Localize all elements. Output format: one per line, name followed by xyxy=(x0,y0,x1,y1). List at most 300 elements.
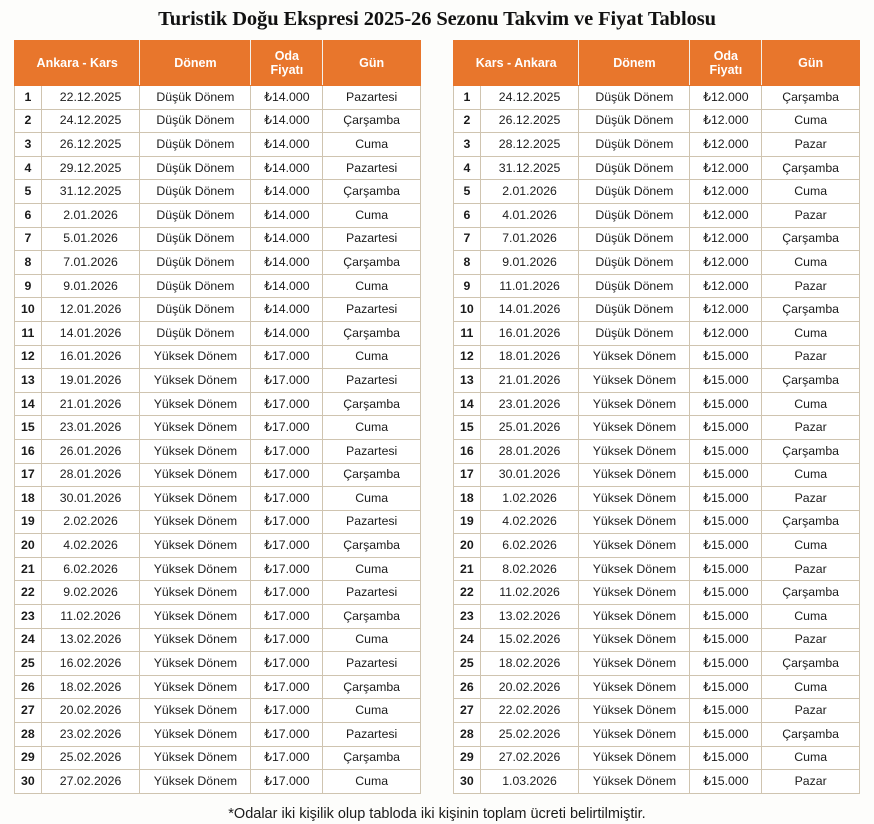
cell-row-number: 10 xyxy=(15,298,42,322)
cell-date: 14.01.2026 xyxy=(41,321,140,345)
cell-day: Pazar xyxy=(762,345,860,369)
cell-day: Çarşamba xyxy=(323,180,421,204)
table-row xyxy=(15,746,421,770)
calendar-table-ankara-kars xyxy=(14,40,421,794)
cell-row-number: 19 xyxy=(454,510,481,534)
cell-row-number: 6 xyxy=(454,203,481,227)
table-row xyxy=(454,463,860,487)
column-header-price-line1: Oda xyxy=(713,49,739,63)
cell-row-number: 13 xyxy=(454,369,481,393)
cell-row-number: 22 xyxy=(15,581,42,605)
cell-price: ₺14.000 xyxy=(251,227,323,251)
cell-row-number: 18 xyxy=(454,487,481,511)
calendar-table-kars-ankara xyxy=(453,40,860,794)
cell-date: 24.12.2025 xyxy=(480,86,579,110)
cell-date: 23.01.2026 xyxy=(480,392,579,416)
footnote: *Odalar iki kişilik olup tabloda iki kişinin toplam ücreti belirtilmiştir. xyxy=(228,805,646,822)
table-row xyxy=(454,628,860,652)
cell-period: Düşük Dönem xyxy=(579,109,690,133)
table-row xyxy=(15,416,421,440)
table-header-kars-ankara xyxy=(454,41,860,86)
cell-row-number: 15 xyxy=(454,416,481,440)
cell-period: Düşük Dönem xyxy=(140,203,251,227)
cell-price: ₺17.000 xyxy=(251,723,323,747)
cell-period: Yüksek Dönem xyxy=(140,699,251,723)
cell-day: Pazar xyxy=(762,770,860,794)
cell-date: 7.01.2026 xyxy=(480,227,579,251)
cell-row-number: 2 xyxy=(15,109,42,133)
cell-date: 29.12.2025 xyxy=(41,156,140,180)
cell-price: ₺17.000 xyxy=(251,675,323,699)
cell-date: 18.02.2026 xyxy=(480,652,579,676)
cell-row-number: 30 xyxy=(15,770,42,794)
cell-row-number: 22 xyxy=(454,581,481,605)
cell-date: 16.02.2026 xyxy=(41,652,140,676)
cell-period: Yüksek Dönem xyxy=(140,557,251,581)
table-row xyxy=(454,109,860,133)
table-row xyxy=(454,345,860,369)
table-row xyxy=(454,652,860,676)
cell-day: Çarşamba xyxy=(323,392,421,416)
cell-row-number: 20 xyxy=(15,534,42,558)
table-row xyxy=(454,133,860,157)
cell-date: 21.01.2026 xyxy=(480,369,579,393)
cell-row-number: 20 xyxy=(454,534,481,558)
cell-day: Cuma xyxy=(323,487,421,511)
cell-period: Yüksek Dönem xyxy=(579,392,690,416)
cell-date: 26.12.2025 xyxy=(41,133,140,157)
cell-price: ₺15.000 xyxy=(690,392,762,416)
cell-date: 11.01.2026 xyxy=(480,274,579,298)
cell-row-number: 9 xyxy=(454,274,481,298)
cell-date: 20.02.2026 xyxy=(480,675,579,699)
cell-day: Cuma xyxy=(762,463,860,487)
cell-period: Düşük Dönem xyxy=(579,86,690,110)
cell-date: 25.01.2026 xyxy=(480,416,579,440)
cell-day: Çarşamba xyxy=(323,675,421,699)
cell-row-number: 4 xyxy=(454,156,481,180)
cell-period: Yüksek Dönem xyxy=(140,723,251,747)
table-row xyxy=(454,699,860,723)
cell-price: ₺12.000 xyxy=(690,251,762,275)
cell-row-number: 17 xyxy=(15,463,42,487)
cell-day: Cuma xyxy=(762,605,860,629)
table-row xyxy=(15,298,421,322)
cell-period: Yüksek Dönem xyxy=(579,487,690,511)
cell-row-number: 12 xyxy=(15,345,42,369)
table-row xyxy=(15,652,421,676)
cell-price: ₺14.000 xyxy=(251,321,323,345)
cell-date: 9.01.2026 xyxy=(41,274,140,298)
cell-row-number: 15 xyxy=(15,416,42,440)
cell-period: Düşük Dönem xyxy=(579,298,690,322)
table-row xyxy=(454,274,860,298)
cell-price: ₺17.000 xyxy=(251,534,323,558)
cell-day: Çarşamba xyxy=(762,369,860,393)
table-header-ankara-kars xyxy=(15,41,421,86)
cell-date: 15.02.2026 xyxy=(480,628,579,652)
cell-date: 11.02.2026 xyxy=(41,605,140,629)
cell-row-number: 8 xyxy=(454,251,481,275)
column-header-price-line1: Oda xyxy=(274,49,300,63)
column-header-period: Dönem xyxy=(140,41,251,86)
cell-period: Yüksek Dönem xyxy=(140,628,251,652)
cell-row-number: 4 xyxy=(15,156,42,180)
table-row xyxy=(454,180,860,204)
cell-price: ₺15.000 xyxy=(690,746,762,770)
cell-day: Cuma xyxy=(762,675,860,699)
table-row xyxy=(15,628,421,652)
table-row xyxy=(15,534,421,558)
table-row xyxy=(454,416,860,440)
cell-period: Yüksek Dönem xyxy=(140,746,251,770)
cell-date: 25.02.2026 xyxy=(41,746,140,770)
cell-date: 19.01.2026 xyxy=(41,369,140,393)
cell-price: ₺12.000 xyxy=(690,133,762,157)
table-row xyxy=(15,133,421,157)
cell-date: 2.01.2026 xyxy=(41,203,140,227)
cell-row-number: 29 xyxy=(454,746,481,770)
cell-row-number: 12 xyxy=(454,345,481,369)
cell-price: ₺15.000 xyxy=(690,510,762,534)
cell-price: ₺17.000 xyxy=(251,557,323,581)
cell-period: Yüksek Dönem xyxy=(140,675,251,699)
table-row xyxy=(454,321,860,345)
cell-period: Düşük Dönem xyxy=(579,321,690,345)
table-row xyxy=(15,557,421,581)
cell-row-number: 25 xyxy=(15,652,42,676)
table-row xyxy=(15,699,421,723)
cell-day: Cuma xyxy=(323,416,421,440)
cell-row-number: 16 xyxy=(15,439,42,463)
cell-date: 6.02.2026 xyxy=(41,557,140,581)
cell-row-number: 3 xyxy=(454,133,481,157)
cell-period: Yüksek Dönem xyxy=(579,510,690,534)
page-title: Turistik Doğu Ekspresi 2025-26 Sezonu Takvim ve Fiyat Tablosu xyxy=(158,8,716,30)
cell-price: ₺14.000 xyxy=(251,203,323,227)
cell-price: ₺14.000 xyxy=(251,298,323,322)
table-row xyxy=(454,605,860,629)
cell-row-number: 21 xyxy=(454,557,481,581)
cell-day: Cuma xyxy=(323,133,421,157)
cell-price: ₺17.000 xyxy=(251,770,323,794)
cell-row-number: 1 xyxy=(454,86,481,110)
cell-price: ₺12.000 xyxy=(690,109,762,133)
table-row xyxy=(15,605,421,629)
cell-period: Yüksek Dönem xyxy=(140,392,251,416)
cell-date: 23.02.2026 xyxy=(41,723,140,747)
cell-row-number: 3 xyxy=(15,133,42,157)
cell-row-number: 13 xyxy=(15,369,42,393)
cell-day: Çarşamba xyxy=(762,581,860,605)
cell-price: ₺12.000 xyxy=(690,86,762,110)
cell-date: 2.01.2026 xyxy=(480,180,579,204)
cell-period: Yüksek Dönem xyxy=(140,416,251,440)
cell-date: 21.01.2026 xyxy=(41,392,140,416)
cell-period: Yüksek Dönem xyxy=(579,675,690,699)
cell-row-number: 18 xyxy=(15,487,42,511)
cell-date: 13.02.2026 xyxy=(41,628,140,652)
cell-day: Çarşamba xyxy=(323,109,421,133)
cell-date: 23.01.2026 xyxy=(41,416,140,440)
cell-date: 25.02.2026 xyxy=(480,723,579,747)
cell-day: Cuma xyxy=(762,392,860,416)
cell-day: Pazartesi xyxy=(323,369,421,393)
cell-price: ₺14.000 xyxy=(251,274,323,298)
cell-period: Yüksek Dönem xyxy=(579,463,690,487)
cell-period: Yüksek Dönem xyxy=(579,746,690,770)
cell-period: Düşük Dönem xyxy=(579,251,690,275)
tables-container xyxy=(0,40,874,794)
cell-day: Cuma xyxy=(323,557,421,581)
cell-date: 30.01.2026 xyxy=(480,463,579,487)
column-header-price xyxy=(251,41,323,86)
cell-price: ₺15.000 xyxy=(690,534,762,558)
table-row xyxy=(15,109,421,133)
table-row xyxy=(15,723,421,747)
table-row xyxy=(15,392,421,416)
cell-price: ₺15.000 xyxy=(690,605,762,629)
cell-period: Düşük Dönem xyxy=(140,321,251,345)
cell-row-number: 23 xyxy=(454,605,481,629)
cell-row-number: 28 xyxy=(15,723,42,747)
cell-day: Cuma xyxy=(323,203,421,227)
cell-period: Düşük Dönem xyxy=(140,227,251,251)
table-row xyxy=(454,770,860,794)
cell-row-number: 14 xyxy=(15,392,42,416)
table-row xyxy=(15,251,421,275)
cell-day: Cuma xyxy=(323,699,421,723)
table-row xyxy=(454,510,860,534)
cell-day: Cuma xyxy=(762,746,860,770)
cell-day: Cuma xyxy=(762,534,860,558)
cell-price: ₺14.000 xyxy=(251,180,323,204)
cell-price: ₺17.000 xyxy=(251,510,323,534)
cell-day: Pazar xyxy=(762,628,860,652)
cell-date: 30.01.2026 xyxy=(41,487,140,511)
table-row xyxy=(15,675,421,699)
cell-date: 20.02.2026 xyxy=(41,699,140,723)
table-row xyxy=(454,746,860,770)
cell-price: ₺15.000 xyxy=(690,652,762,676)
cell-price: ₺15.000 xyxy=(690,628,762,652)
cell-row-number: 7 xyxy=(454,227,481,251)
cell-price: ₺15.000 xyxy=(690,557,762,581)
cell-price: ₺12.000 xyxy=(690,203,762,227)
cell-day: Pazartesi xyxy=(323,439,421,463)
table-row xyxy=(454,227,860,251)
cell-day: Pazar xyxy=(762,557,860,581)
table-row xyxy=(15,581,421,605)
cell-price: ₺15.000 xyxy=(690,439,762,463)
cell-period: Yüksek Dönem xyxy=(579,581,690,605)
cell-price: ₺17.000 xyxy=(251,369,323,393)
cell-row-number: 16 xyxy=(454,439,481,463)
table-row xyxy=(454,557,860,581)
cell-row-number: 26 xyxy=(15,675,42,699)
cell-price: ₺17.000 xyxy=(251,392,323,416)
cell-price: ₺12.000 xyxy=(690,274,762,298)
table-row xyxy=(454,723,860,747)
cell-date: 27.02.2026 xyxy=(480,746,579,770)
cell-period: Düşük Dönem xyxy=(140,156,251,180)
cell-price: ₺12.000 xyxy=(690,156,762,180)
cell-period: Yüksek Dönem xyxy=(140,581,251,605)
cell-price: ₺14.000 xyxy=(251,86,323,110)
cell-date: 8.02.2026 xyxy=(480,557,579,581)
cell-row-number: 27 xyxy=(15,699,42,723)
cell-day: Cuma xyxy=(762,251,860,275)
cell-day: Pazar xyxy=(762,487,860,511)
table-row xyxy=(15,369,421,393)
cell-price: ₺17.000 xyxy=(251,345,323,369)
cell-row-number: 26 xyxy=(454,675,481,699)
cell-price: ₺15.000 xyxy=(690,369,762,393)
table-row xyxy=(454,439,860,463)
table-row xyxy=(454,675,860,699)
cell-period: Yüksek Dönem xyxy=(140,345,251,369)
cell-day: Pazar xyxy=(762,416,860,440)
cell-period: Yüksek Dönem xyxy=(579,628,690,652)
cell-period: Düşük Dönem xyxy=(140,298,251,322)
cell-day: Çarşamba xyxy=(762,439,860,463)
cell-date: 11.02.2026 xyxy=(480,581,579,605)
cell-period: Yüksek Dönem xyxy=(579,723,690,747)
cell-period: Yüksek Dönem xyxy=(579,652,690,676)
table-row xyxy=(15,345,421,369)
cell-date: 26.01.2026 xyxy=(41,439,140,463)
cell-row-number: 17 xyxy=(454,463,481,487)
table-row xyxy=(454,369,860,393)
table-row xyxy=(15,321,421,345)
cell-day: Çarşamba xyxy=(762,652,860,676)
cell-day: Çarşamba xyxy=(762,298,860,322)
cell-day: Çarşamba xyxy=(762,510,860,534)
cell-date: 4.01.2026 xyxy=(480,203,579,227)
cell-date: 1.03.2026 xyxy=(480,770,579,794)
cell-price: ₺14.000 xyxy=(251,251,323,275)
cell-period: Yüksek Dönem xyxy=(579,534,690,558)
table-row xyxy=(15,274,421,298)
cell-row-number: 9 xyxy=(15,274,42,298)
cell-price: ₺17.000 xyxy=(251,605,323,629)
cell-period: Düşük Dönem xyxy=(579,274,690,298)
cell-date: 26.12.2025 xyxy=(480,109,579,133)
cell-price: ₺12.000 xyxy=(690,298,762,322)
cell-period: Düşük Dönem xyxy=(579,227,690,251)
cell-day: Çarşamba xyxy=(762,723,860,747)
cell-date: 16.01.2026 xyxy=(41,345,140,369)
cell-row-number: 11 xyxy=(454,321,481,345)
cell-price: ₺17.000 xyxy=(251,439,323,463)
cell-date: 9.01.2026 xyxy=(480,251,579,275)
table-row xyxy=(454,581,860,605)
cell-day: Pazartesi xyxy=(323,227,421,251)
table-row xyxy=(454,86,860,110)
cell-price: ₺15.000 xyxy=(690,770,762,794)
cell-price: ₺17.000 xyxy=(251,699,323,723)
cell-price: ₺15.000 xyxy=(690,463,762,487)
cell-price: ₺12.000 xyxy=(690,321,762,345)
cell-price: ₺14.000 xyxy=(251,156,323,180)
cell-period: Düşük Dönem xyxy=(140,86,251,110)
cell-period: Yüksek Dönem xyxy=(140,510,251,534)
cell-day: Pazartesi xyxy=(323,298,421,322)
cell-price: ₺17.000 xyxy=(251,463,323,487)
column-header-route: Kars - Ankara xyxy=(454,41,579,86)
table-row xyxy=(454,203,860,227)
cell-row-number: 8 xyxy=(15,251,42,275)
cell-row-number: 5 xyxy=(454,180,481,204)
cell-period: Düşük Dönem xyxy=(140,109,251,133)
column-header-price xyxy=(690,41,762,86)
column-header-price-line2: Fiyatı xyxy=(270,63,304,77)
cell-date: 1.02.2026 xyxy=(480,487,579,511)
cell-row-number: 28 xyxy=(454,723,481,747)
cell-day: Çarşamba xyxy=(762,156,860,180)
cell-period: Yüksek Dönem xyxy=(579,770,690,794)
cell-day: Cuma xyxy=(323,345,421,369)
table-body-kars-ankara xyxy=(454,86,860,794)
cell-date: 28.01.2026 xyxy=(480,439,579,463)
table-row xyxy=(15,156,421,180)
column-header-day: Gün xyxy=(323,41,421,86)
cell-day: Çarşamba xyxy=(323,251,421,275)
column-header-route: Ankara - Kars xyxy=(15,41,140,86)
cell-day: Çarşamba xyxy=(323,534,421,558)
table-row xyxy=(15,180,421,204)
cell-period: Düşük Dönem xyxy=(579,203,690,227)
column-header-period: Dönem xyxy=(579,41,690,86)
cell-row-number: 25 xyxy=(454,652,481,676)
cell-day: Çarşamba xyxy=(762,86,860,110)
cell-date: 6.02.2026 xyxy=(480,534,579,558)
cell-day: Pazartesi xyxy=(323,652,421,676)
cell-date: 2.02.2026 xyxy=(41,510,140,534)
cell-price: ₺17.000 xyxy=(251,652,323,676)
cell-date: 22.02.2026 xyxy=(480,699,579,723)
cell-period: Yüksek Dönem xyxy=(140,463,251,487)
cell-date: 18.01.2026 xyxy=(480,345,579,369)
cell-day: Çarşamba xyxy=(762,227,860,251)
cell-price: ₺15.000 xyxy=(690,699,762,723)
cell-date: 24.12.2025 xyxy=(41,109,140,133)
cell-date: 31.12.2025 xyxy=(41,180,140,204)
cell-period: Düşük Dönem xyxy=(140,251,251,275)
cell-period: Yüksek Dönem xyxy=(579,369,690,393)
cell-period: Yüksek Dönem xyxy=(579,416,690,440)
cell-date: 16.01.2026 xyxy=(480,321,579,345)
cell-row-number: 10 xyxy=(454,298,481,322)
cell-day: Çarşamba xyxy=(323,746,421,770)
cell-date: 4.02.2026 xyxy=(480,510,579,534)
cell-price: ₺17.000 xyxy=(251,746,323,770)
cell-day: Pazar xyxy=(762,203,860,227)
cell-day: Pazartesi xyxy=(323,156,421,180)
cell-date: 4.02.2026 xyxy=(41,534,140,558)
cell-row-number: 24 xyxy=(454,628,481,652)
cell-day: Çarşamba xyxy=(323,463,421,487)
table-row xyxy=(454,156,860,180)
cell-price: ₺15.000 xyxy=(690,723,762,747)
cell-price: ₺17.000 xyxy=(251,487,323,511)
table-row xyxy=(15,439,421,463)
cell-day: Cuma xyxy=(762,180,860,204)
cell-period: Düşük Dönem xyxy=(140,133,251,157)
cell-price: ₺15.000 xyxy=(690,675,762,699)
table-row xyxy=(15,770,421,794)
table-row xyxy=(454,534,860,558)
